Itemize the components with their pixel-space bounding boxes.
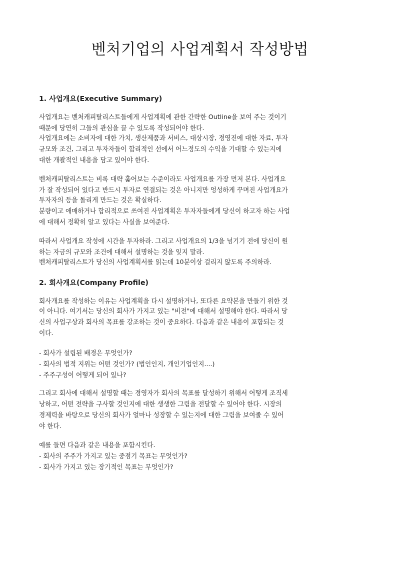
- section-2-bullet-list-2: [39, 451, 369, 473]
- paragraph-line: 예를 들면 다음과 같은 내용을 포함시킨다.: [39, 441, 156, 449]
- list-item: - 회사의 법적 지위는 어떤 것인가? (법인인지, 개인기업인지....): [39, 360, 215, 368]
- paragraph-line: 따라서 사업개요 작성에 시간을 투자하라. 그리고 사업개요의 1/3을 넘기기 전에 당신이 원: [39, 238, 288, 246]
- paragraph-line: 에 대해서 정확히 알고 있다는 사실을 보여준다.: [39, 218, 170, 226]
- paragraph-line: 하는 자금의 규모와 조건에 대해서 설명하는 것을 잊지 말라.: [39, 248, 205, 256]
- paragraph-line: 사업개요는 벤처캐피탈리스트들에게 사업계획에 관한 간략한 Outline을 보여 주는 것이기: [39, 114, 287, 121]
- section-2-bullet-list: [39, 348, 369, 381]
- document-body: [39, 94, 369, 482]
- paragraph-line: 분량이고 애매하거나 합리적으로 쓰여진 사업계획은 투자자들에게 당신이 하고자 하는 사업: [39, 208, 291, 216]
- section-2-paragraph-1: [39, 297, 369, 340]
- paragraph-line: 사업개요에는 소비자에 대한 가치, 생산제품과 서비스, 대상시장, 경영진에 대한 자료, 투자: [39, 135, 288, 143]
- paragraph-line: 경제력을 바탕으로 당신의 회사가 얼마나 성장할 수 있는지에 대한 그림을 보여줄 수 있어: [39, 411, 284, 419]
- section-2-paragraph-2: [39, 389, 369, 432]
- list-item: - 회사의 주주가 가지고 있는 중점기 목표는 무엇인가?: [39, 453, 188, 461]
- paragraph-line: 이 아니다. 여기서는 당신의 회사가 가지고 있는 "비전"에 대해서 설명해야 한다. 따라서 당: [39, 308, 288, 316]
- paragraph-line: 신의 사업구상과 회사의 목표를 강조하는 것이 중요하다. 다음과 같은 내용이 포함되는 것: [39, 319, 284, 327]
- paragraph-line: 야 한다.: [39, 422, 62, 430]
- paragraph-line: 투자자의 등을 돌리게 만드는 것은 확실하다.: [39, 197, 162, 205]
- section-1-paragraph-2: [39, 175, 369, 229]
- section-1-paragraph-3: [39, 237, 369, 269]
- paragraph-line: 그리고 회사에 대해서 설명할 때는 경영자가 회사의 목표를 달성하기 위해서 어떻게 조직세: [39, 390, 288, 398]
- paragraph-line: 벤처캐피탈리스트가 당신의 사업계획서를 읽는데 10분이상 걸리지 않도록 주의하라.: [39, 259, 272, 267]
- section-2-heading: 2. 회사개요(Company Profile): [39, 277, 149, 287]
- paragraph-line: 가 잘 작성되어 있다고 반드시 투자로 연결되는 것은 아니지만 엉성하게 꾸며진 사업개요가: [39, 186, 288, 194]
- paragraph-line: 벤처캐피탈리스트는 비록 대략 훑어보는 수준이라도 사업개요를 가장 먼저 본다. 사업개요: [39, 176, 286, 184]
- paragraph-line: 규모와 조건, 그리고 투자자들이 합리적인 선에서 어느정도의 수익을 기대할 수 있는지에: [39, 146, 282, 154]
- list-item: - 회사가 설립된 배경은 무엇인가?: [39, 349, 133, 357]
- list-item: - 회사가 가지고 있는 장기적인 목표는 무엇인가?: [39, 464, 174, 472]
- section-1-heading: 1. 사업개요(Executive Summary): [39, 94, 163, 103]
- paragraph-line: 이다.: [39, 329, 54, 337]
- paragraph-line: 때문에 당연히 그들의 관심을 끌 수 있도록 작성되어야 한다.: [39, 124, 205, 132]
- paragraph-line: 회사개요를 작성하는 이유는 사업계획을 다시 설명하거나, 또다른 요약본을 만들기 위한 것: [39, 297, 288, 305]
- section-2-paragraph-3: [39, 441, 369, 452]
- section-1-paragraph-1: [39, 113, 369, 167]
- paragraph-line: 낭하고, 어떤 전략을 구사할 것인지에 대한 생생한 그림을 전달할 수 있어야 한다. 시장의: [39, 401, 282, 409]
- paragraph-line: 대한 개괄적인 내용을 담고 있어야 한다.: [39, 156, 150, 164]
- list-item: - 주주구성이 어떻게 되어 있나?: [39, 371, 127, 379]
- document-title: 벤처기업의 사업계획서 작성방법: [91, 40, 309, 58]
